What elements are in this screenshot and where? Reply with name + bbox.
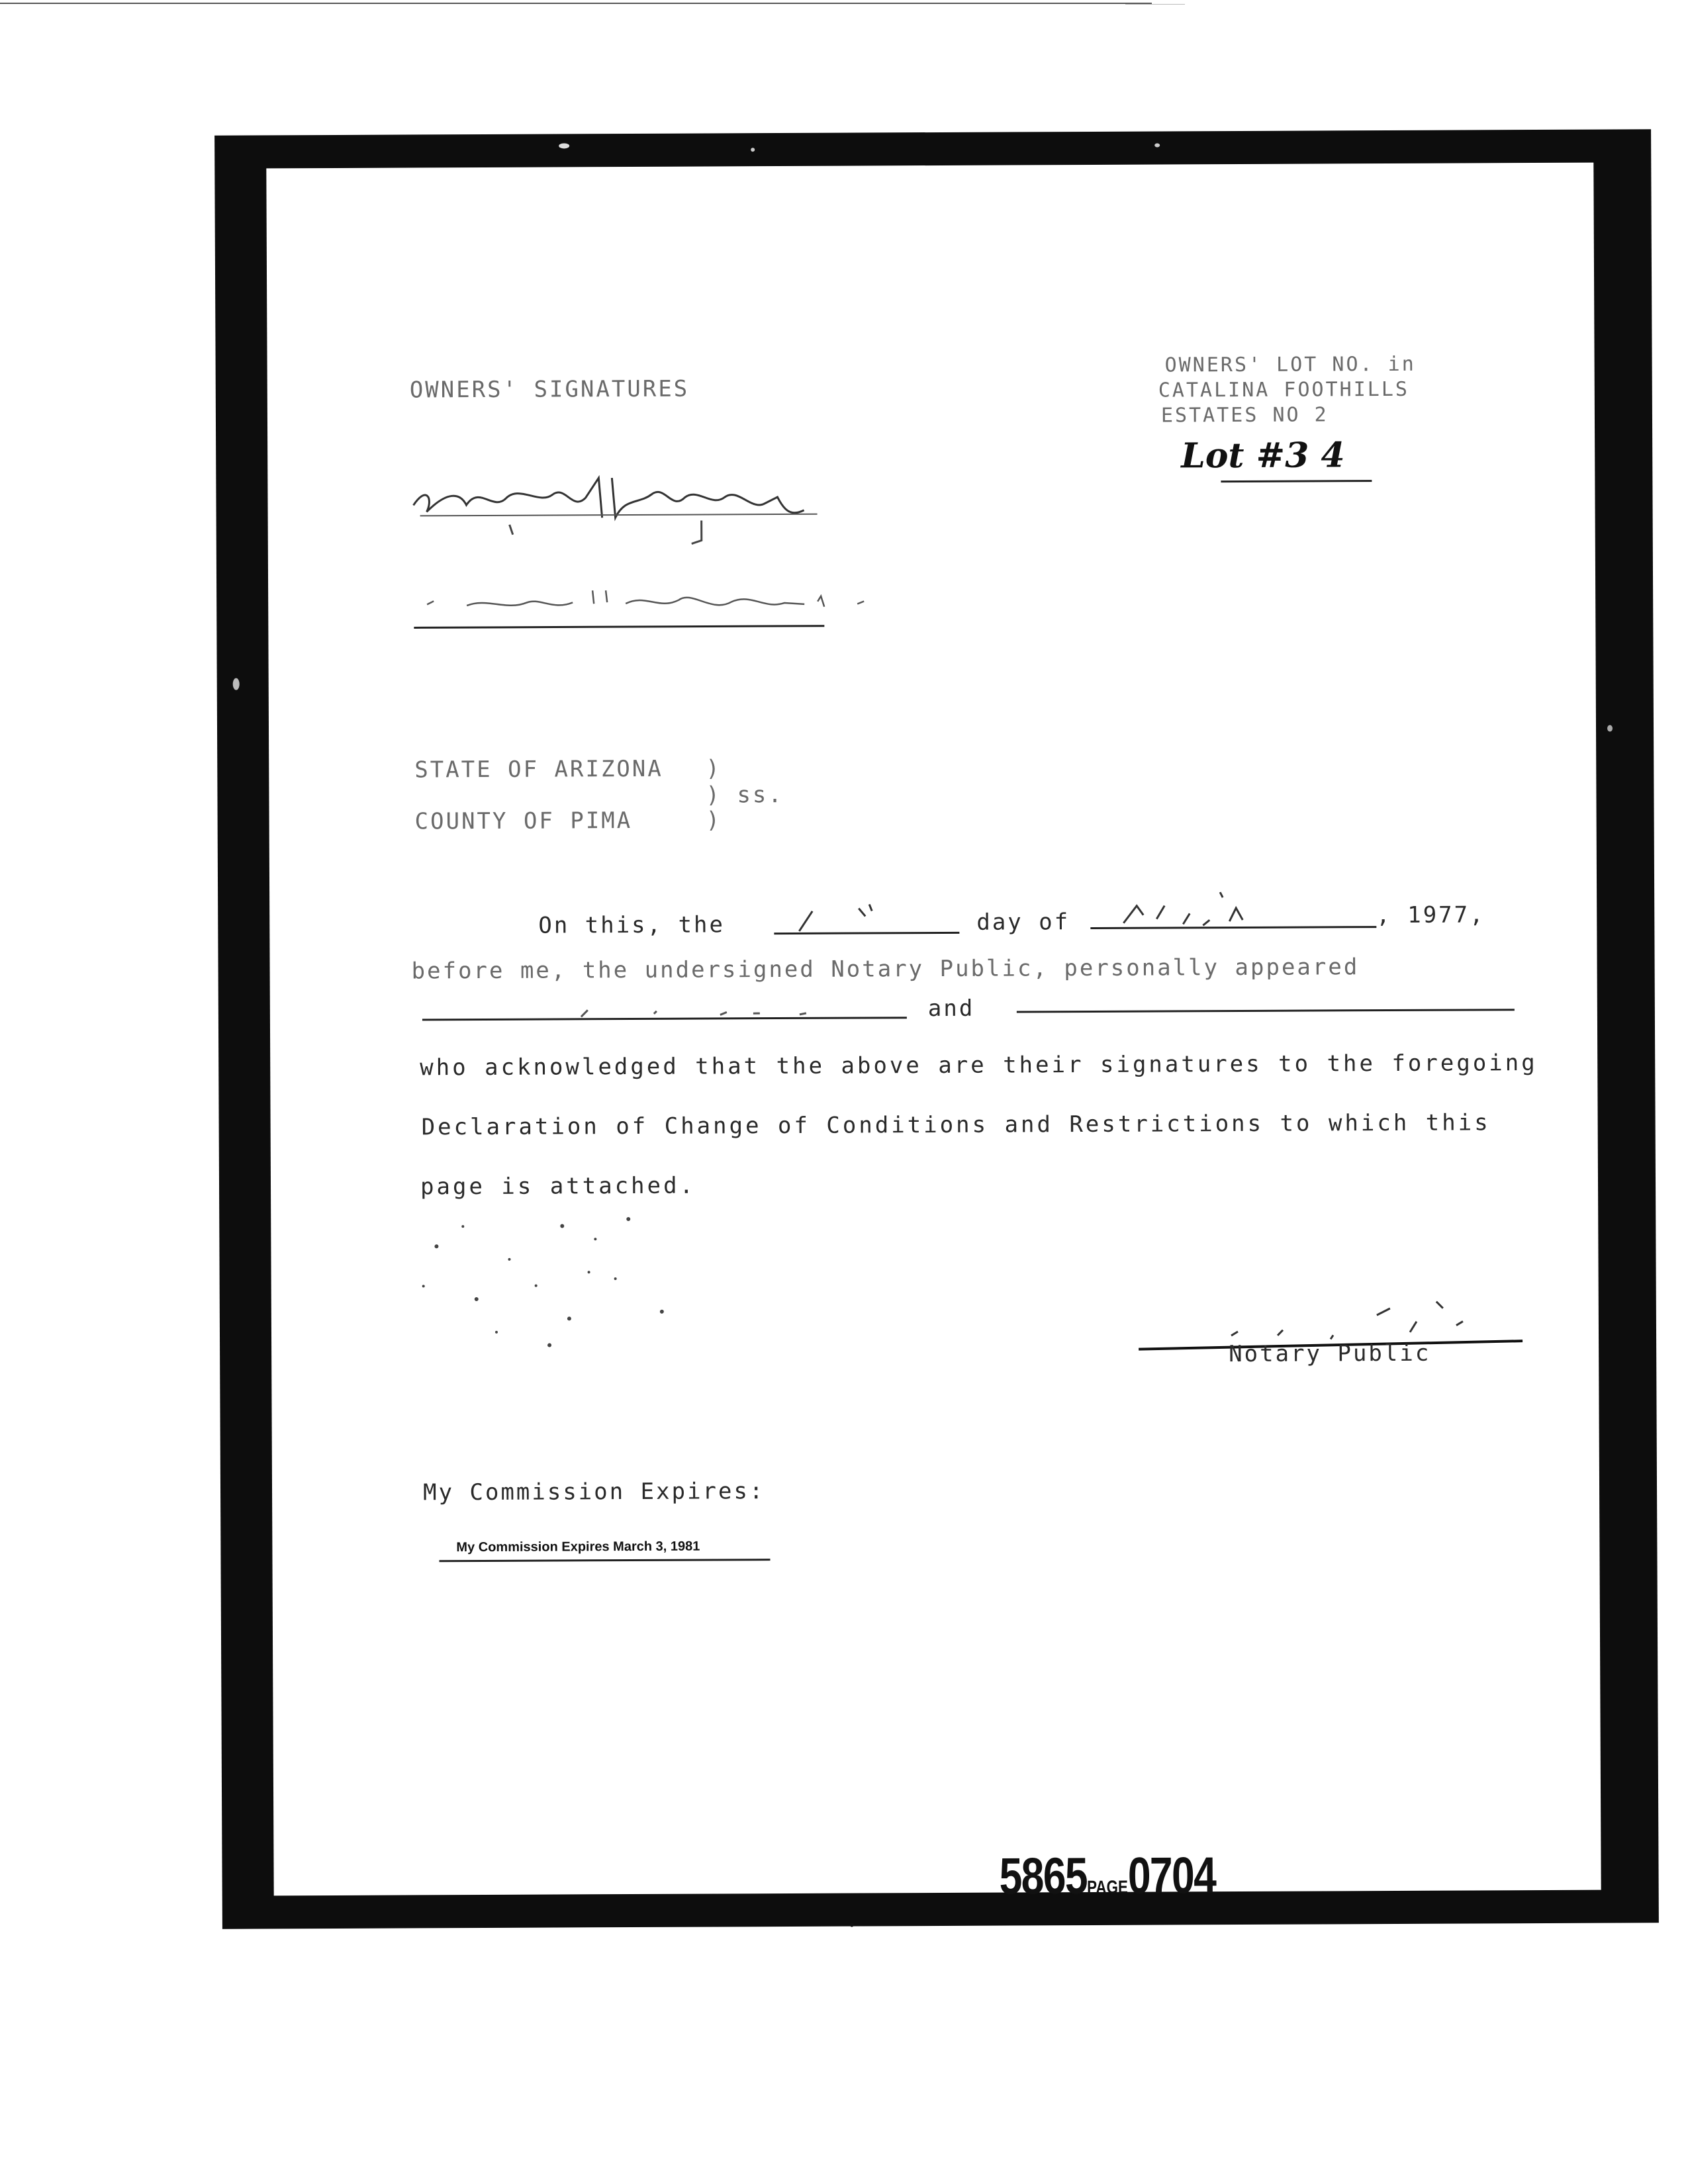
- notary-public-label: Notary Public: [1229, 1340, 1431, 1368]
- appeared-name-blank-2: [1017, 1009, 1515, 1013]
- ack-on-this: On this, the: [538, 911, 726, 939]
- page-word: PAGE: [1087, 1876, 1128, 1898]
- owner-signature-2: [407, 563, 951, 645]
- venue-paren-2: ): [706, 807, 722, 834]
- commission-expires-stamp: My Commission Expires March 3, 1981: [456, 1539, 700, 1555]
- owners-lot-line-3: ESTATES NO 2: [1160, 403, 1329, 428]
- ack-line-4: who acknowledged that the above are their signatures to the foregoing: [420, 1050, 1538, 1081]
- ack-year: , 1977,: [1376, 901, 1485, 929]
- venue-county: COUNTY OF PIMA: [414, 807, 633, 835]
- owners-lot-line-2: CATALINA FOOTHILLS: [1158, 377, 1409, 402]
- ack-line-5: Declaration of Change of Conditions and Restrictions to which this: [421, 1109, 1491, 1141]
- venue-ss: ) ss.: [706, 782, 784, 809]
- commission-expires-label: My Commission Expires:: [422, 1478, 765, 1506]
- recording-book-page-number: [999, 1845, 1215, 1906]
- owners-lot-line-1: OWNERS' LOT NO. in: [1164, 352, 1416, 377]
- day-handwritten: [786, 901, 905, 935]
- venue-paren-1: ): [706, 755, 722, 782]
- notary-seal-impression: [397, 1199, 688, 1359]
- ack-line-2: before me, the undersigned Notary Public, personally appeared: [411, 954, 1360, 985]
- month-handwritten: [1097, 886, 1309, 929]
- venue-state: STATE OF ARIZONA: [414, 755, 663, 784]
- top-edge-rule-faint: [1125, 4, 1185, 5]
- appeared-name-handwritten: [489, 993, 859, 1021]
- scanned-document-frame: [214, 129, 1659, 1929]
- ack-day-of: day of: [976, 909, 1070, 936]
- lot-underline: [1221, 480, 1372, 482]
- lot-number-handwritten: Lot #3 4: [1181, 435, 1345, 477]
- commission-stamp-underline: [439, 1559, 770, 1562]
- page-number: 0704: [1127, 1846, 1216, 1905]
- ack-and: and: [927, 995, 975, 1023]
- document-page: [266, 163, 1601, 1905]
- top-edge-rule: [0, 3, 1152, 4]
- book-number: 5865: [999, 1846, 1088, 1905]
- owners-signatures-label: OWNERS' SIGNATURES: [409, 375, 690, 404]
- ack-line-6: page is attached.: [420, 1172, 696, 1201]
